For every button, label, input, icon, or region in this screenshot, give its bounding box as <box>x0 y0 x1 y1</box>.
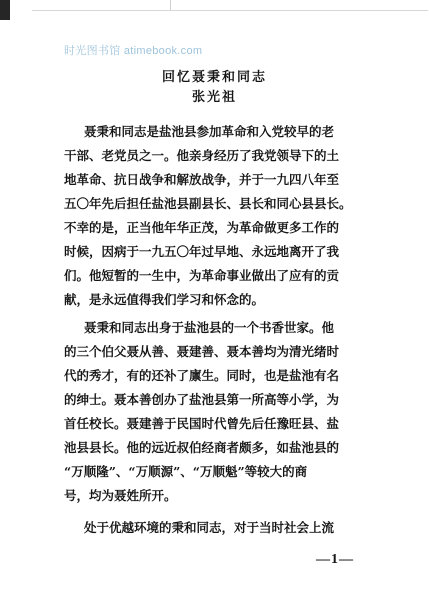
body-line: 时候，因病于一九五〇年过早地、永远地离开了我 <box>64 244 340 259</box>
body-line: 代的秀才，有的还补了廪生。同时，也是盐池有名 <box>64 368 340 383</box>
body-line: 五〇年先后担任盐池县副县长、县长和同心县县长。 <box>64 196 352 211</box>
body-line: 献，是永远值得我们学习和怀念的。 <box>64 292 265 307</box>
body-line: 处于优越环境的秉和同志，对于当时社会上流 <box>84 520 335 535</box>
author-name: 张光祖 <box>191 90 237 105</box>
watermark-text: 时光图书馆 atimebook.com <box>64 45 203 57</box>
body-line: 的绅士。聂本善创办了盐池县第一所高等小学，为 <box>64 392 340 407</box>
body-line: 聂秉和同志是盐池县参加革命和入党较早的老 <box>84 124 335 139</box>
top-rule <box>32 10 428 11</box>
body-line: “万顺隆”、“万顺源”、“万顺魁”等较大的商 <box>64 464 308 479</box>
body-line: 号，均为聂姓所开。 <box>64 488 177 503</box>
scan-corner-mark <box>0 0 10 20</box>
body-line: 地革命、抗日战争和解放战争，并于一九四八年至 <box>64 172 340 187</box>
body-line: 们。他短暂的一生中，为革命事业做出了应有的贡 <box>64 268 340 283</box>
body-line: 干部、老党员之一。他亲身经历了我党领导下的土 <box>64 148 340 163</box>
body-line: 聂秉和同志出身于盐池县的一个书香世家。他 <box>84 320 335 335</box>
top-divider-mark <box>170 0 171 10</box>
body-line: 不幸的是，正当他年华正茂，为革命做更多工作的 <box>64 220 340 235</box>
article-title: 回忆聂秉和同志 <box>161 70 267 85</box>
body-line: 的三个伯父聂从善、聂建善、聂本善均为清光绪时 <box>64 344 340 359</box>
body-line: 首任校长。聂建善于民国时代曾先后任豫旺县、盐 <box>64 416 340 431</box>
body-line: 池县县长。他的远近叔伯经商者颇多，如盐池县的 <box>64 440 340 455</box>
page-number: —1— <box>316 552 354 567</box>
